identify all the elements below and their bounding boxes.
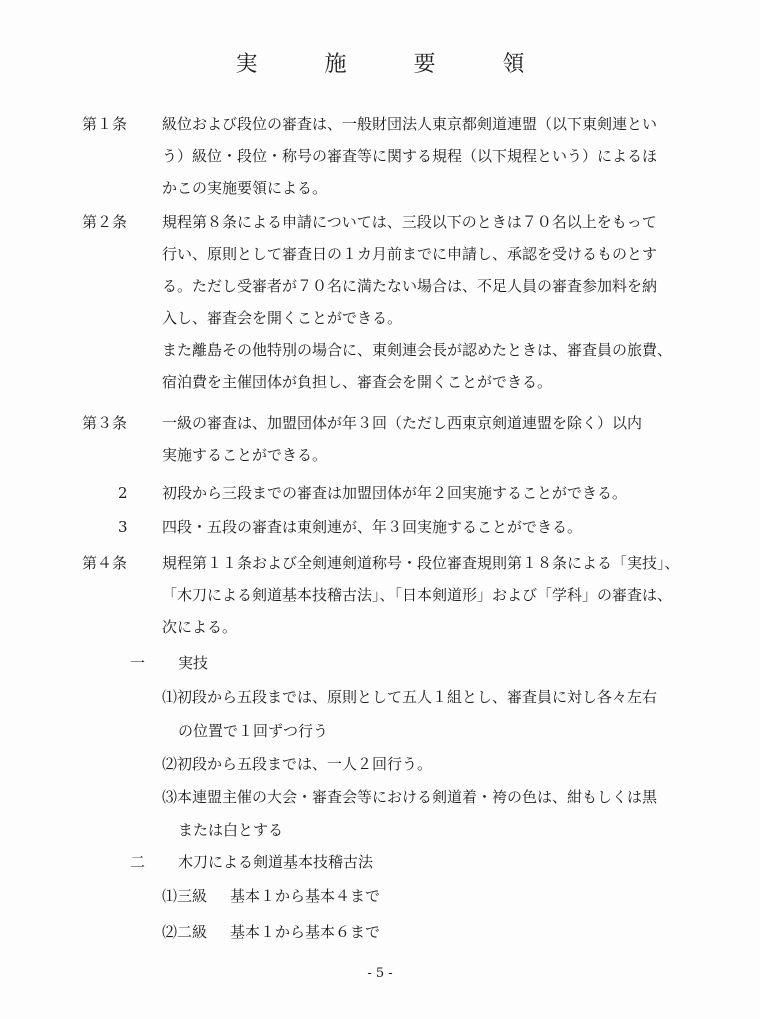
grade-label: ⑵二級 [162,923,208,941]
clause-text: 初段から三段までの審査は加盟団体が年２回実施することができる。 [162,484,628,502]
page-title: 実 施 要 領 [235,52,555,77]
list-item: ⑵初段から五段までは、一人２回行う。 [162,755,433,773]
article-line: 入し、審査会を開くことができる。 [162,309,403,327]
article-line: 規程第１１条および全剣連剣道称号・段位審査規則第１８条による「実技」、 [162,554,680,572]
article-line: 宿泊費を主催団体が負担し、審査会を開くことができる。 [162,373,553,391]
article-line: 実施することができる。 [162,446,328,464]
article-line: また離島その他特別の場合に、東剣連会長が認めたときは、審査員の旅費、 [162,341,673,359]
article-label: 第２条 [82,213,128,231]
list-item: ⑴初段から五段までは、原則として五人１組とし、審査員に対し各々左右 [162,688,658,706]
article-line: 規程第８条による申請については、三段以下のときは７０名以上をもって [162,213,657,231]
article-line: 「木刀による剣道基本技稽古法」、「日本剣道形」および「学科」の審査は、 [162,586,673,604]
article-body [162,108,682,204]
section-number: 二 [130,853,146,871]
list-item [162,916,380,948]
grade-range: 基本１から基本４まで [230,887,381,905]
article-body [162,407,682,471]
section-number: 一 [130,654,146,672]
clause-number: 2 [118,484,128,502]
grade-range: 基本１から基本６まで [230,923,381,941]
article-line: かこの実施要領による。 [162,179,328,197]
list-item [162,880,380,912]
article-body [162,206,682,398]
article-line: 一級の審査は、加盟団体が年３回（ただし西東京剣道連盟を除く）以内 [162,414,643,432]
article-line: 次による。 [162,618,238,636]
section-title: 木刀による剣道基本技稽古法 [178,853,374,871]
article-label: 第３条 [82,414,128,432]
article-body [162,547,682,643]
clause-number: 3 [118,518,128,536]
list-item: ⑶本連盟主催の大会・審査会等における剣道着・袴の色は、紺もしくは黒 [162,788,658,806]
article-label: 第１条 [82,115,128,133]
clause-text: 四段・五段の審査は東剣連が、年３回実施することができる。 [162,518,583,536]
article-line: 行い、原則として審査日の１カ月前までに申請し、承認を受けるものとす [162,245,658,263]
article-line: る。ただし受審者が７０名に満たない場合は、不足人員の審査参加料を納 [162,277,658,295]
article-line: う）級位・段位・称号の審査等に関する規程（以下規程という）によるほ [162,147,658,165]
grade-label: ⑴三級 [162,887,208,905]
page-number: - 5 - [367,966,393,981]
list-item-continuation: または白とする [178,821,284,839]
article-line: 級位および段位の審査は、一般財団法人東京都剣道連盟（以下東剣連とい [162,115,658,133]
article-label: 第４条 [82,554,128,572]
list-item-continuation: の位置で１回ずつ行う [178,722,329,740]
section-title: 実技 [178,654,209,672]
